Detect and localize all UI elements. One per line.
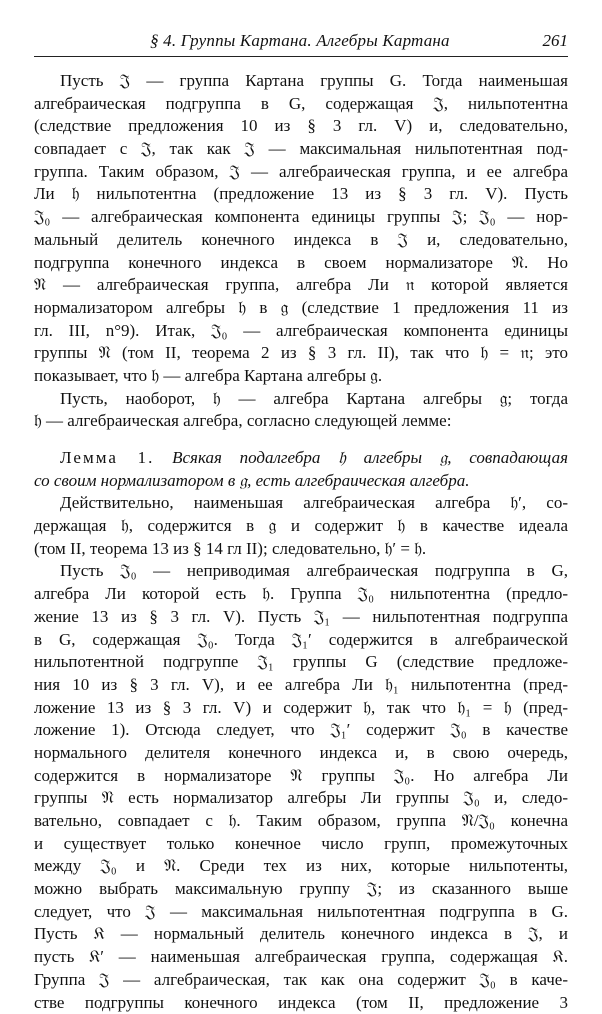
chapter-section-title: § 4. Группы Картана. Алгебры Картана bbox=[150, 28, 450, 54]
text-line: вательно, совпадает с 𝔥. Таким образом, группа 𝔑/𝔍₀ конечна bbox=[34, 810, 568, 833]
text-line: гл. III, n°9). Итак, 𝔍₀ — алгебраическая компонента единицы bbox=[34, 320, 568, 343]
text-line: пусть 𝔎′ — наименьшая алгебраическая группа, содержащая 𝔎. bbox=[34, 946, 568, 969]
text-line: Группа 𝔍 — алгебраическая, так как она содержит 𝔍₀ в каче- bbox=[34, 969, 568, 992]
book-page bbox=[34, 0, 568, 1000]
lemma-statement bbox=[34, 447, 568, 470]
text-line: Пусть, наоборот, 𝔥 — алгебра Картана алгебры 𝔤; тогда bbox=[34, 388, 568, 411]
running-head bbox=[34, 28, 568, 54]
text-line: алгебра Ли которой есть 𝔥. Группа 𝔍₀ нильпотентна (предло- bbox=[34, 583, 568, 606]
text-line: мальный делитель конечного индекса в 𝔍 и, следовательно, bbox=[34, 229, 568, 252]
header-rule bbox=[34, 56, 568, 57]
text-line: Пусть 𝔍₀ — неприводимая алгебраическая подгруппа в G, bbox=[34, 560, 568, 583]
body-text bbox=[34, 70, 568, 1014]
paragraph-gap bbox=[34, 433, 568, 447]
lemma-text: Всякая подалгебра 𝔥 алгебры 𝔤, совпадающая bbox=[172, 448, 568, 467]
text-line: ложение 1). Отсюда следует, что 𝔍₁′ содержит 𝔍₀ в качестве bbox=[34, 719, 568, 742]
text-line: Пусть 𝔎 — нормальный делитель конечного индекса в 𝔍, и bbox=[34, 923, 568, 946]
text-line: Ли 𝔥 нильпотентна (предложение 13 из § 3 гл. V). Пусть bbox=[34, 183, 568, 206]
text-line: 𝔍₀ — алгебраическая компонента единицы группы 𝔍; 𝔍₀ — нор- bbox=[34, 206, 568, 229]
text-line: нормального делителя конечного индекса и, в свою очередь, bbox=[34, 742, 568, 765]
text-line: нормализатором алгебры 𝔥 в 𝔤 (следствие 1 предложения 11 из bbox=[34, 297, 568, 320]
lemma-label: Лемма 1. bbox=[60, 448, 154, 467]
text-line: 𝔑 — алгебраическая группа, алгебра Ли 𝔫 которой является bbox=[34, 274, 568, 297]
text-line: показывает, что 𝔥 — алгебра Картана алгебры 𝔤. bbox=[34, 365, 568, 388]
text-line: совпадает с 𝔍, так как 𝔍 — максимальная нильпотентная под- bbox=[34, 138, 568, 161]
text-line: ния 10 из § 3 гл. V), и ее алгебра Ли 𝔥₁ нильпотентна (пред- bbox=[34, 674, 568, 697]
text-line: подгруппа конечного индекса в своем нормализаторе 𝔑. Но bbox=[34, 252, 568, 275]
text-line: в G, содержащая 𝔍₀. Тогда 𝔍₁′ содержится в алгебраической bbox=[34, 629, 568, 652]
text-line: группы 𝔑 есть нормализатор алгебры Ли группы 𝔍₀ и, следо- bbox=[34, 787, 568, 810]
text-line: можно выбрать максимальную группу 𝔍; из сказанного выше bbox=[34, 878, 568, 901]
text-line: следует, что 𝔍 — максимальная нильпотентная подгруппа в G. bbox=[34, 901, 568, 924]
text-line: группа. Таким образом, 𝔍 — алгебраическая группа, и ее алгебра bbox=[34, 161, 568, 184]
text-line: ложение 13 из § 3 гл. V) и содержит 𝔥, так что 𝔥₁ = 𝔥 (пред- bbox=[34, 697, 568, 720]
text-line: группы 𝔑 (том II, теорема 2 из § 3 гл. II), так что 𝔥 = 𝔫; это bbox=[34, 342, 568, 365]
lemma-statement-line: со своим нормализатором в 𝔤, есть алгебраическая алгебра. bbox=[34, 470, 568, 493]
text-line: нильпотентной подгруппе 𝔍₁ группы G (следствие предложе- bbox=[34, 651, 568, 674]
page-number: 261 bbox=[543, 28, 569, 54]
text-line: (том II, теорема 13 из § 14 гл II); следовательно, 𝔥′ = 𝔥. bbox=[34, 538, 568, 561]
text-line: (следствие предложения 10 из § 3 гл. V) и, следовательно, bbox=[34, 115, 568, 138]
text-line: жение 13 из § 3 гл. V). Пусть 𝔍₁ — нильпотентная подгруппа bbox=[34, 606, 568, 629]
text-line: Действительно, наименьшая алгебраическая алгебра 𝔥′, со- bbox=[34, 492, 568, 515]
text-line: 𝔥 — алгебраическая алгебра, согласно следующей лемме: bbox=[34, 410, 568, 433]
text-line: алгебраическая подгруппа в G, содержащая 𝔍, нильпотентна bbox=[34, 93, 568, 116]
text-line: стве подгруппы конечного индекса (том II, предложение 3 bbox=[34, 992, 568, 1014]
text-line: держащая 𝔥, содержится в 𝔤 и содержит 𝔥 в качестве идеала bbox=[34, 515, 568, 538]
text-line: и существует только конечное число групп, промежуточных bbox=[34, 833, 568, 856]
text-line: между 𝔍₀ и 𝔑. Среди тех из них, которые нильпотенты, bbox=[34, 855, 568, 878]
text-line: Пусть 𝔍 — группа Картана группы G. Тогда наименьшая bbox=[34, 70, 568, 93]
text-line: содержится в нормализаторе 𝔑 группы 𝔍₀. Но алгебра Ли bbox=[34, 765, 568, 788]
